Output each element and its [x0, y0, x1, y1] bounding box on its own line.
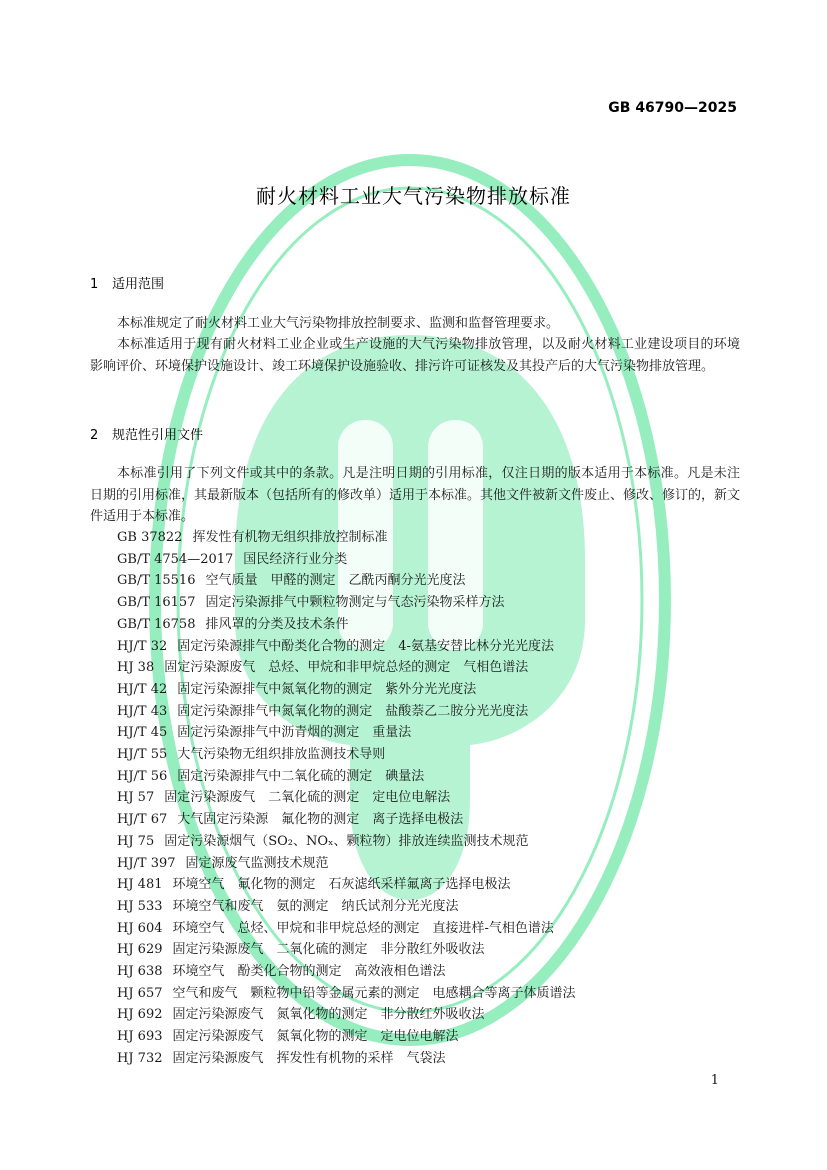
- document-title: 耐火材料工业大气污染物排放标准: [256, 184, 571, 208]
- reference-item: [117, 961, 576, 983]
- reference-title: 固定源废气监测技术规范: [185, 855, 329, 871]
- reference-title: 大气污染物无组织排放监测技术导则: [177, 747, 386, 763]
- reference-item: [117, 549, 576, 571]
- reference-item: [117, 592, 576, 614]
- reference-code: HJ 692: [117, 1007, 163, 1023]
- reference-code: HJ/T 397: [117, 855, 176, 871]
- reference-code: GB 37822: [117, 530, 183, 545]
- paragraph: 本标准规定了耐火材料工业大气污染物排放控制要求、监测和监督管理要求。: [117, 316, 560, 331]
- reference-item: [117, 722, 576, 744]
- reference-title: 环境空气 总烃、甲烷和非甲烷总烃的测定 直接进样-气相色谱法: [172, 920, 554, 936]
- reference-item: [117, 744, 576, 766]
- reference-item: [117, 614, 576, 636]
- reference-title: 环境空气和废气 氨的测定 纳氏试剂分光光度法: [172, 898, 459, 914]
- reference-title: 大气固定污染源 氟化物的测定 离子选择电极法: [177, 812, 464, 828]
- reference-item: [117, 1004, 576, 1026]
- reference-title: 固定污染源废气 二氧化硫的测定 非分散红外吸收法: [172, 942, 485, 958]
- reference-title: 固定污染源烟气（SO₂、NOₓ、颗粒物）排放连续监测技术规范: [164, 833, 529, 849]
- reference-title: 固定污染源排气中氮氧化物的测定 盐酸萘乙二胺分光光度法: [177, 703, 529, 719]
- reference-code: HJ 75: [117, 833, 155, 849]
- reference-item: [117, 787, 576, 809]
- reference-code: GB/T 16758: [117, 616, 196, 632]
- page-number: 1: [710, 1073, 719, 1088]
- reference-code: HJ 604: [117, 920, 163, 936]
- reference-title: 排风罩的分类及技术条件: [205, 616, 349, 632]
- section-2-heading: [90, 424, 203, 443]
- reference-code: HJ/T 45: [117, 725, 168, 741]
- reference-title: 固定污染源废气 氮氧化物的测定 定电位电解法: [172, 1029, 459, 1045]
- reference-item: [117, 874, 576, 896]
- reference-item: [117, 766, 576, 788]
- section-number: 2: [90, 428, 99, 443]
- reference-item: [117, 831, 576, 853]
- reference-title: 固定污染源废气 氮氧化物的测定 非分散红外吸收法: [172, 1007, 485, 1023]
- reference-item: [117, 679, 576, 701]
- reference-item: [117, 636, 576, 658]
- reference-title: 固定污染源排气中沥青烟的测定 重量法: [177, 725, 412, 741]
- reference-title: 空气和废气 颗粒物中铅等金属元素的测定 电感耦合等离子体质谱法: [172, 985, 576, 1001]
- reference-code: HJ/T 42: [117, 681, 168, 697]
- reference-title: 固定污染源排气中二氧化硫的测定 碘量法: [177, 768, 425, 784]
- reference-title: 环境空气 氟化物的测定 石灰滤纸采样氟离子选择电极法: [172, 877, 511, 893]
- standard-code: GB 46790—2025: [608, 100, 737, 116]
- reference-code: HJ 629: [117, 942, 163, 958]
- reference-code: GB/T 16157: [117, 595, 196, 611]
- reference-item: [117, 527, 576, 549]
- reference-title: 固定污染源排气中颗粒物测定与气态污染物采样方法: [205, 595, 505, 611]
- reference-title: 空气质量 甲醛的测定 乙酰丙酮分光光度法: [205, 573, 466, 589]
- reference-title: 国民经济行业分类: [243, 551, 348, 567]
- reference-item: [117, 983, 576, 1005]
- reference-code: HJ/T 55: [117, 747, 168, 763]
- reference-code: HJ/T 43: [117, 703, 168, 719]
- reference-code: HJ 38: [117, 660, 155, 676]
- reference-code: HJ/T 56: [117, 768, 168, 784]
- reference-item: [117, 809, 576, 831]
- reference-title: 固定污染源废气 二氧化硫的测定 定电位电解法: [164, 790, 451, 806]
- reference-code: HJ 638: [117, 964, 163, 980]
- paragraph: 本标准适用于现有耐火材料工业企业或生产设施的大气污染物排放管理，以及耐火材料工业建设项目的环境影响评价、环境保护设施设计、竣工环境保护设施验收、排污许可证核发及其投产后的大气污染物排放管理。: [90, 337, 740, 374]
- reference-item: [117, 939, 576, 961]
- reference-code: HJ 693: [117, 1029, 163, 1045]
- reference-title: 固定污染源排气中氮氧化物的测定 紫外分光光度法: [177, 681, 477, 697]
- reference-title: 固定污染源废气 总烃、甲烷和非甲烷总烃的测定 气相色谱法: [164, 660, 529, 676]
- reference-list: [117, 527, 576, 1070]
- reference-code: HJ 481: [117, 877, 163, 893]
- reference-item: [117, 657, 576, 679]
- reference-title: 环境空气 酚类化合物的测定 高效液相色谱法: [172, 964, 446, 980]
- reference-title: 挥发性有机物无组织排放控制标准: [192, 530, 388, 545]
- reference-code: HJ 732: [117, 1050, 163, 1066]
- section-title: 规范性引用文件: [112, 428, 204, 443]
- paragraph: 本标准引用了下列文件或其中的条款。凡是注明日期的引用标准，仅注日期的版本适用于本标准。凡是未注日期的引用标准，其最新版本（包括所有的修改单）适用于本标准。其他文件被新文件废止、修改、修订的，新文件适用于本标准。: [90, 466, 741, 524]
- reference-code: HJ/T 67: [117, 812, 168, 828]
- reference-code: HJ/T 32: [117, 638, 168, 654]
- reference-code: GB/T 15516: [117, 573, 196, 589]
- section-title: 适用范围: [112, 277, 165, 292]
- reference-item: [117, 896, 576, 918]
- reference-item: [117, 1048, 576, 1070]
- reference-item: [117, 570, 576, 592]
- reference-code: HJ 657: [117, 985, 163, 1001]
- reference-code: HJ 57: [117, 790, 155, 806]
- section-number: 1: [90, 277, 99, 292]
- reference-item: [117, 1026, 576, 1048]
- section-1-heading: [90, 273, 164, 292]
- reference-title: 固定污染源废气 挥发性有机物的采样 气袋法: [172, 1050, 446, 1066]
- reference-item: [117, 918, 576, 940]
- reference-code: GB/T 4754—2017: [117, 551, 234, 567]
- reference-code: HJ 533: [117, 898, 163, 914]
- reference-title: 固定污染源排气中酚类化合物的测定 4-氨基安替比林分光光度法: [177, 638, 554, 654]
- reference-item: [117, 701, 576, 723]
- reference-item: [117, 853, 576, 875]
